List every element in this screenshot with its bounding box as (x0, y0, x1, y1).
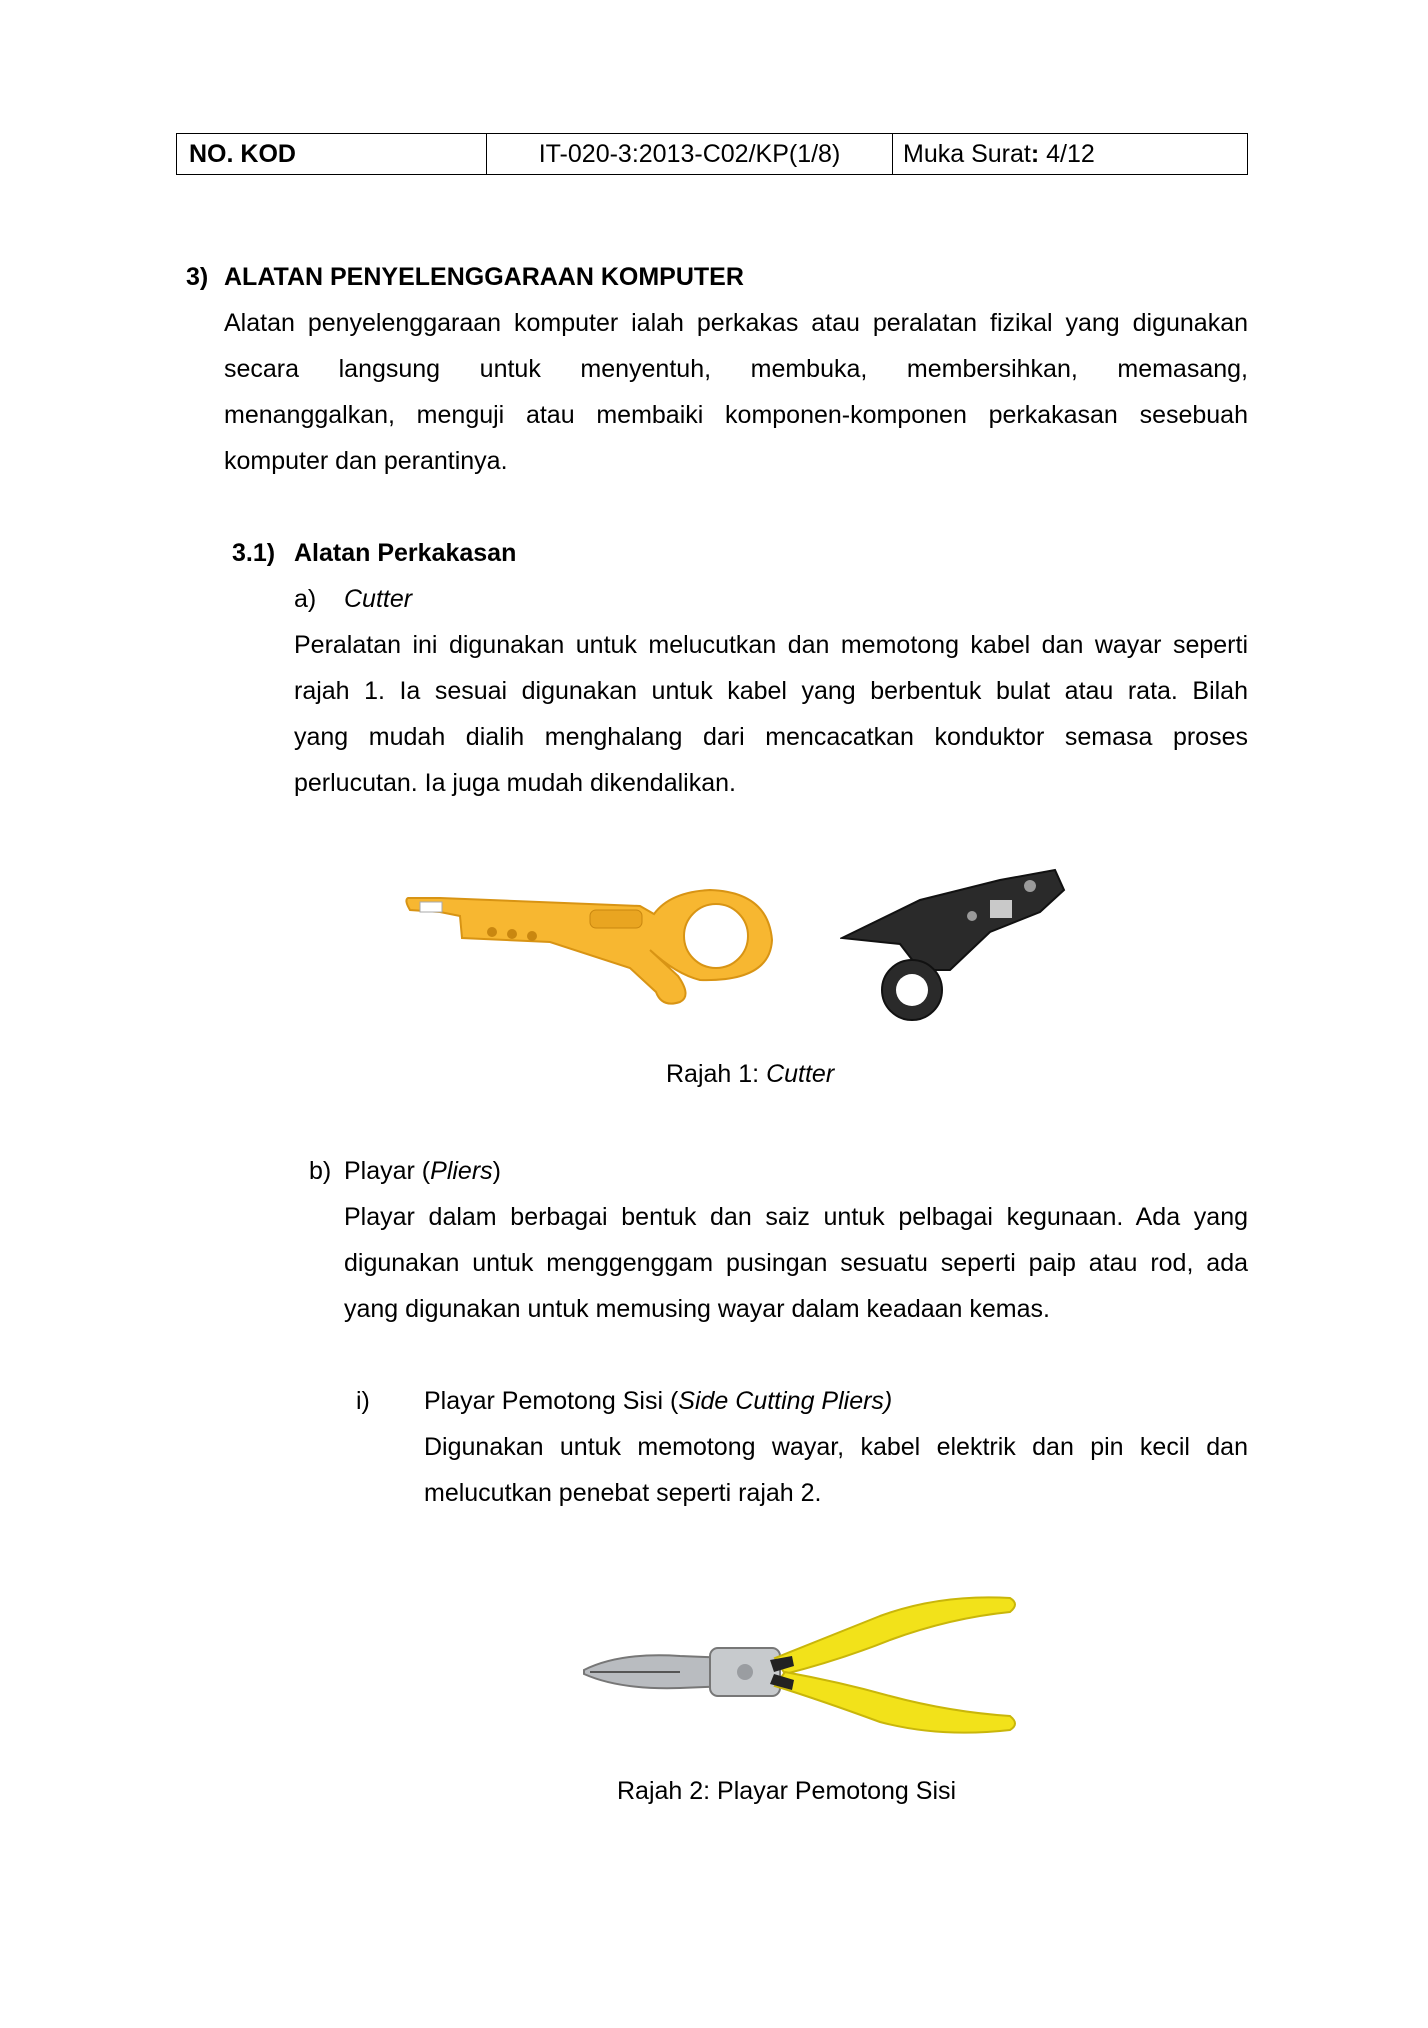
title-italic: Pliers (430, 1157, 493, 1185)
item-b-title (344, 1148, 501, 1194)
paragraph-line: Playar dalam berbagai bentuk dan saiz untuk pelbagai kegunaan. Ada yang (344, 1203, 1248, 1231)
side-cutting-pliers-image (580, 1580, 1020, 1750)
yellow-cutter-image (400, 870, 780, 1020)
paragraph-line: rajah 1. Ia sesuai digunakan untuk kabel yang berbentuk bulat atau rata. Bilah (294, 677, 1248, 705)
figure-1-caption (666, 1060, 834, 1089)
paragraph-line: perlucutan. Ia juga mudah dikendalikan. (294, 769, 736, 797)
item-i-marker: i) (356, 1387, 370, 1415)
paragraph-line: yang digunakan untuk memusing wayar dalam keadaan kemas. (344, 1295, 1050, 1323)
paragraph-line: Alatan penyelenggaraan komputer ialah perkakas atau peralatan fizikal yang digunakan (224, 309, 1248, 337)
item-i-paragraph (424, 1424, 1248, 1516)
item-b-marker: b) (309, 1157, 332, 1185)
paragraph-line: secara langsung untuk menyentuh, membuka, membersihkan, memasang, (224, 355, 1248, 383)
page-label: Muka Surat (903, 139, 1031, 168)
paragraph-line: melucutkan penebat seperti rajah 2. (424, 1479, 822, 1507)
figure-2-caption: Rajah 2: Playar Pemotong Sisi (617, 1777, 957, 1805)
title-italic: Side Cutting Pliers) (678, 1387, 893, 1415)
section-3-1-title: Alatan Perkakasan (294, 539, 517, 567)
paragraph-line: digunakan untuk menggenggam pusingan sesuatu seperti paip atau rod, ada (344, 1249, 1248, 1277)
item-b-paragraph (344, 1194, 1248, 1332)
page-value: 4/12 (1046, 139, 1095, 168)
paragraph-line: Digunakan untuk memotong wayar, kabel elektrik dan pin kecil dan (424, 1433, 1248, 1461)
title-close: ) (492, 1157, 501, 1185)
section-3-title: ALATAN PENYELENGGARAAN KOMPUTER (224, 263, 744, 291)
caption-prefix: Rajah 1: (666, 1060, 767, 1088)
code-label: NO. KOD (177, 134, 487, 174)
section-3-paragraph (224, 300, 1248, 484)
title-plain: Playar Pemotong Sisi ( (424, 1387, 679, 1415)
caption-italic: Cutter (766, 1060, 835, 1088)
paragraph-line: menanggalkan, menguji atau membaiki komponen-komponen perkakasan sesebuah (224, 401, 1248, 429)
paragraph-line: komputer dan perantinya. (224, 447, 508, 475)
code-value: IT-020-3:2013-C02/KP(1/8) (487, 134, 893, 174)
header-table (176, 133, 1248, 175)
item-a-marker: a) (294, 585, 317, 613)
black-cutter-image (840, 860, 1080, 1040)
section-3-1-number: 3.1) (232, 539, 276, 567)
paragraph-line: Peralatan ini digunakan untuk melucutkan dan memotong kabel dan wayar seperti (294, 631, 1248, 659)
paragraph-line: yang mudah dialih menghalang dari mencacatkan konduktor semasa proses (294, 723, 1248, 751)
item-i-title (424, 1378, 892, 1424)
title-plain: Playar ( (344, 1157, 431, 1185)
item-a-paragraph (294, 622, 1248, 806)
section-3-number: 3) (186, 263, 209, 291)
item-a-title: Cutter (344, 585, 413, 613)
page-cell: Muka Surat : 4/12 (903, 139, 1095, 168)
